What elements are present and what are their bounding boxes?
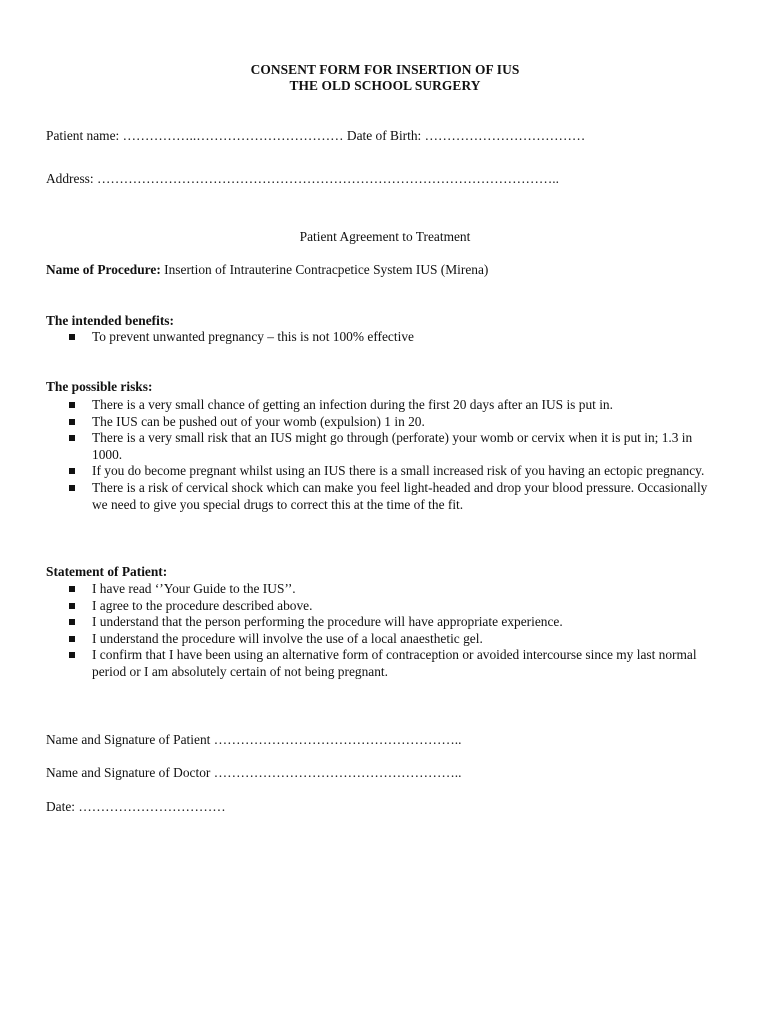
agreement-title: Patient Agreement to Treatment [299,229,471,244]
list-item: I agree to the procedure described above. [46,598,716,615]
patient-signature-field: Name and Signature of Patient ……………………………………………….. [46,732,462,747]
address-field: Address: ………………………………………………………………………………………….. [46,171,559,186]
benefits-heading: The intended benefits: [46,313,174,328]
statement-heading: Statement of Patient: [46,564,168,579]
bullet-icon [69,619,75,625]
list-item: The IUS can be pushed out of your womb (expulsion) 1 in 20. [46,414,716,431]
list-item: To prevent unwanted pregnancy – this is not 100% effective [46,329,716,346]
list-item: If you do become pregnant whilst using an IUS there is a small increased risk of you having an ectopic pregnancy. [46,463,716,480]
bullet-icon [69,468,75,474]
date-field: Date: …………………………… [46,799,226,814]
list-item: I understand that the person performing the procedure will have appropriate experience. [46,614,716,631]
procedure-label: Name of Procedure: [46,262,161,277]
bullet-icon [69,419,75,425]
list-item: There is a risk of cervical shock which can make you feel light-headed and drop your blood pressure. Occasionally we need to give you special drugs to correct this at the time of the fit. [46,480,716,513]
bullet-icon [69,402,75,408]
list-item: I confirm that I have been using an alternative form of contraception or avoided intercourse since my last normal period or I am absolutely certain of not being pregnant. [46,647,716,680]
statement-list [46,581,716,681]
benefits-list [46,329,716,346]
list-item: There is a very small risk that an IUS might go through (perforate) your womb or cervix when it is put in; 1.3 in 1000. [46,430,716,463]
procedure-line [46,262,488,279]
risks-heading: The possible risks: [46,379,153,394]
doctor-signature-field: Name and Signature of Doctor ……………………………………………….. [46,765,462,780]
bullet-icon [69,485,75,491]
risks-list [46,397,716,513]
list-item: I understand the procedure will involve the use of a local anaesthetic gel. [46,631,716,648]
patient-name-dob-field: Patient name: ……………..…………………………… Date of Birth: ……………………………… [46,128,586,143]
list-item: I have read ‘’Your Guide to the IUS’’. [46,581,716,598]
procedure-value: Insertion of Intrauterine Contracpetice System IUS (Mirena) [160,262,489,277]
bullet-icon [69,586,75,592]
form-title: CONSENT FORM FOR INSERTION OF IUS [250,62,520,77]
bullet-icon [69,652,75,658]
bullet-icon [69,334,75,340]
bullet-icon [69,636,75,642]
list-item: There is a very small chance of getting an infection during the first 20 days after an IUS is put in. [46,397,716,414]
bullet-icon [69,603,75,609]
bullet-icon [69,435,75,441]
surgery-name: THE OLD SCHOOL SURGERY [289,78,481,93]
